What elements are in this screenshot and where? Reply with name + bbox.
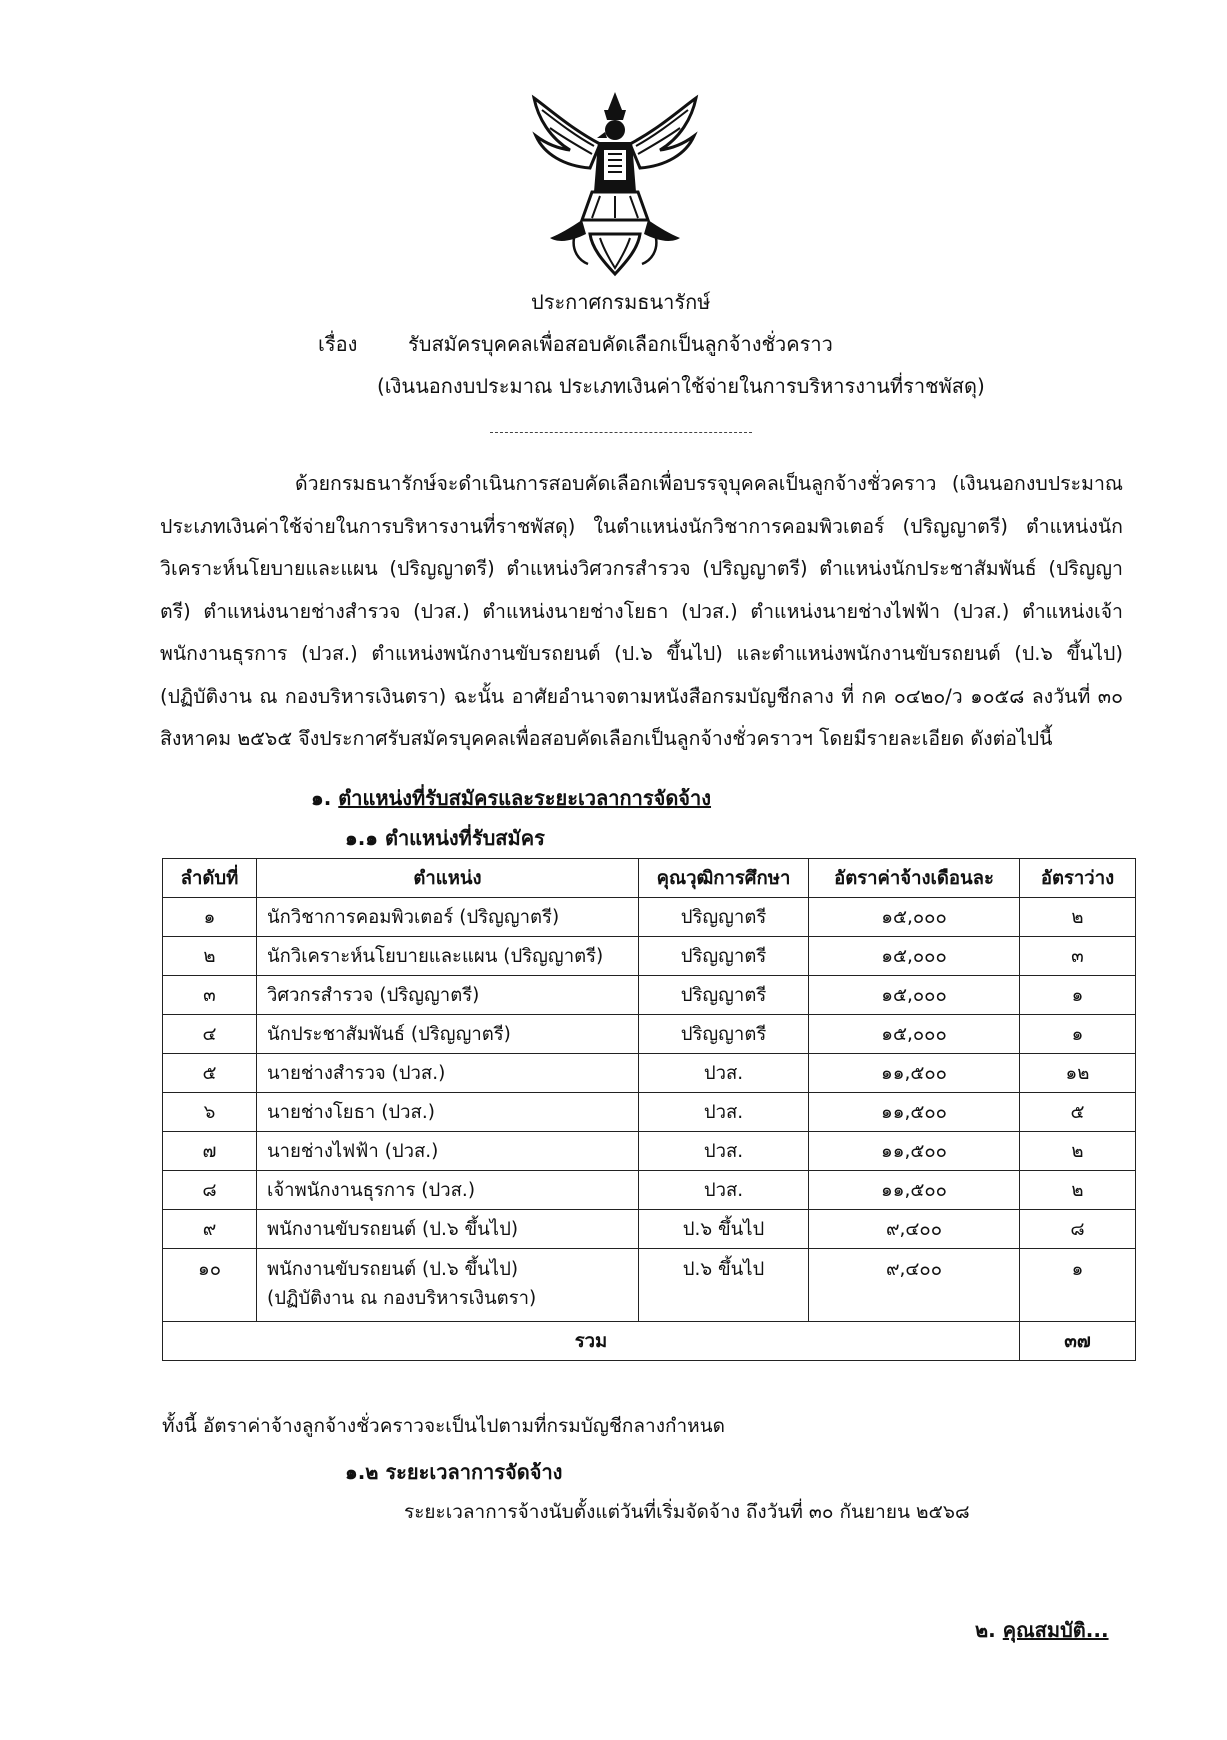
table-row — [163, 1054, 1136, 1093]
cell-no: ๑๐ — [163, 1249, 257, 1322]
header-no: ลำดับที่ — [163, 859, 257, 898]
table-row — [163, 976, 1136, 1015]
cell-wage: ๑๕,๐๐๐ — [809, 937, 1020, 976]
cell-wage: ๑๑,๕๐๐ — [809, 1132, 1020, 1171]
cell-wage: ๑๕,๐๐๐ — [809, 898, 1020, 937]
cell-vacancy: ๒ — [1020, 898, 1136, 937]
table-row — [163, 937, 1136, 976]
header-qualification: คุณวุฒิการศึกษา — [639, 859, 809, 898]
section-1-2-heading: ๑.๒ ระยะเวลาการจัดจ้าง — [345, 1460, 563, 1484]
table-header-row — [163, 859, 1136, 898]
cell-qualification: ปริญญาตรี — [639, 898, 809, 937]
cell-wage: ๙,๔๐๐ — [809, 1210, 1020, 1249]
cell-wage: ๑๑,๕๐๐ — [809, 1093, 1020, 1132]
cell-no: ๑ — [163, 898, 257, 937]
cell-qualification: ปวส. — [639, 1093, 809, 1132]
cell-vacancy: ๘ — [1020, 1210, 1136, 1249]
cell-vacancy: ๑ — [1020, 1015, 1136, 1054]
table-row — [163, 1015, 1136, 1054]
header-vacancy: อัตราว่าง — [1020, 859, 1136, 898]
cell-no: ๕ — [163, 1054, 257, 1093]
section-1-1-heading: ๑.๑ ตำแหน่งที่รับสมัคร — [345, 826, 545, 850]
cell-wage: ๙,๔๐๐ — [809, 1249, 1020, 1322]
table-row — [163, 1093, 1136, 1132]
cell-position: นักประชาสัมพันธ์ (ปริญญาตรี) — [257, 1015, 639, 1054]
cell-no: ๗ — [163, 1132, 257, 1171]
cell-wage: ๑๑,๕๐๐ — [809, 1054, 1020, 1093]
body-paragraph: ด้วยกรมธนารักษ์จะดำเนินการสอบคัดเลือกเพื่อบรรจุบุคคลเป็นลูกจ้างชั่วคราว (เงินนอกงบประมาณ ประเภทเงินค่าใช้จ่ายในการบริหารงานที่ราชพัสดุ) ในตำแหน่งนักวิชาการคอมพิวเตอร์ (ปริญญาตรี) ตำแหน่งนักวิเคราะห์นโยบายและแผน (ปริญญาตรี) ตำแหน่งวิศวกรสำรวจ (ปริญญาตรี) ตำแหน่งนักประชาสัมพันธ์ (ปริญญาตรี) ตำแหน่งนายช่างสำรวจ (ปวส.) ตำแหน่งนายช่างโยธา (ปวส.) ตำแหน่งนายช่างไฟฟ้า (ปวส.) ตำแหน่งเจ้าพนักงานธุรการ (ปวส.) ตำแหน่งพนักงานขับรถยนต์ (ป.๖ ขึ้นไป) และตำแหน่งพนักงานขับรถยนต์ (ป.๖ ขึ้นไป) (ปฏิบัติงาน ณ กองบริหารเงินตรา) ฉะนั้น อาศัยอำนาจตามหนังสือกรมบัญชีกลาง ที่ กค ๐๔๒๐/ว ๑๐๕๘ ลงวันที่ ๓๐ สิงหาคม ๒๕๖๕ จึงประกาศรับสมัครบุคคลเพื่อสอบคัดเลือกเป็นลูกจ้างชั่วคราวฯ โดยมีรายละเอียด ดังต่อไปนี้ — [160, 472, 1123, 750]
announcement-title: ประกาศกรมธนารักษ์ — [531, 290, 711, 314]
cell-vacancy: ๕ — [1020, 1093, 1136, 1132]
cell-qualification: ป.๖ ขึ้นไป — [639, 1210, 809, 1249]
cell-qualification: ป.๖ ขึ้นไป — [639, 1249, 809, 1322]
cell-qualification: ปวส. — [639, 1054, 809, 1093]
subject-text: รับสมัครบุคคลเพื่อสอบคัดเลือกเป็นลูกจ้างชั่วคราว — [408, 332, 833, 356]
title-divider — [490, 432, 752, 433]
cell-position-line1: พนักงานขับรถยนต์ (ป.๖ ขึ้นไป) — [267, 1259, 519, 1280]
subject-label: เรื่อง — [318, 332, 358, 356]
continuation-marker — [975, 1617, 1109, 1643]
cell-no: ๓ — [163, 976, 257, 1015]
cell-no: ๙ — [163, 1210, 257, 1249]
positions-table — [162, 858, 1136, 1361]
cell-position: วิศวกรสำรวจ (ปริญญาตรี) — [257, 976, 639, 1015]
cell-position: เจ้าพนักงานธุรการ (ปวส.) — [257, 1171, 639, 1210]
cell-position: นายช่างโยธา (ปวส.) — [257, 1093, 639, 1132]
cell-position-line2: (ปฏิบัติงาน ณ กองบริหารเงินตรา) — [267, 1288, 537, 1309]
continuation-text: คุณสมบัติ... — [1002, 1618, 1109, 1642]
cell-position: นายช่างไฟฟ้า (ปวส.) — [257, 1132, 639, 1171]
cell-position: พนักงานขับรถยนต์ (ป.๖ ขึ้นไป) — [257, 1210, 639, 1249]
cell-vacancy: ๑ — [1020, 976, 1136, 1015]
table-row — [163, 898, 1136, 937]
cell-no: ๖ — [163, 1093, 257, 1132]
cell-wage: ๑๕,๐๐๐ — [809, 976, 1020, 1015]
cell-vacancy: ๒ — [1020, 1171, 1136, 1210]
cell-vacancy: ๑ — [1020, 1249, 1136, 1322]
section-1-title: ตำแหน่งที่รับสมัครและระยะเวลาการจัดจ้าง — [338, 786, 712, 810]
cell-qualification: ปวส. — [639, 1132, 809, 1171]
cell-position — [257, 1249, 639, 1322]
cell-vacancy: ๒ — [1020, 1132, 1136, 1171]
cell-qualification: ปวส. — [639, 1171, 809, 1210]
cell-no: ๒ — [163, 937, 257, 976]
table-row — [163, 1210, 1136, 1249]
cell-vacancy: ๓ — [1020, 937, 1136, 976]
section-1-heading — [311, 785, 711, 811]
total-label: รวม — [163, 1322, 1020, 1361]
cell-position: นายช่างสำรวจ (ปวส.) — [257, 1054, 639, 1093]
header-position: ตำแหน่ง — [257, 859, 639, 898]
total-value: ๓๗ — [1020, 1322, 1136, 1361]
cell-no: ๘ — [163, 1171, 257, 1210]
table-total-row — [163, 1322, 1136, 1361]
cell-qualification: ปริญญาตรี — [639, 1015, 809, 1054]
cell-wage: ๑๑,๕๐๐ — [809, 1171, 1020, 1210]
table-row — [163, 1171, 1136, 1210]
cell-vacancy: ๑๒ — [1020, 1054, 1136, 1093]
table-row — [163, 1249, 1136, 1322]
header-wage: อัตราค่าจ้างเดือนละ — [809, 859, 1020, 898]
subject-subtitle: (เงินนอกงบประมาณ ประเภทเงินค่าใช้จ่ายในการบริหารงานที่ราชพัสดุ) — [377, 374, 985, 398]
employment-period-text: ระยะเวลาการจ้างนับตั้งแต่วันที่เริ่มจัดจ้าง ถึงวันที่ ๓๐ กันยายน ๒๕๖๘ — [404, 1501, 970, 1523]
table-row — [163, 1132, 1136, 1171]
section-1-number: ๑. — [311, 786, 332, 810]
cell-position: นักวิเคราะห์นโยบายและแผน (ปริญญาตรี) — [257, 937, 639, 976]
continuation-number: ๒. — [975, 1618, 996, 1642]
cell-wage: ๑๕,๐๐๐ — [809, 1015, 1020, 1054]
wage-note: ทั้งนี้ อัตราค่าจ้างลูกจ้างชั่วคราวจะเป็นไปตามที่กรมบัญชีกลางกำหนด — [162, 1415, 726, 1437]
cell-qualification: ปริญญาตรี — [639, 937, 809, 976]
cell-qualification: ปริญญาตรี — [639, 976, 809, 1015]
cell-no: ๔ — [163, 1015, 257, 1054]
cell-position: นักวิชาการคอมพิวเตอร์ (ปริญญาตรี) — [257, 898, 639, 937]
garuda-emblem-icon — [530, 88, 700, 278]
